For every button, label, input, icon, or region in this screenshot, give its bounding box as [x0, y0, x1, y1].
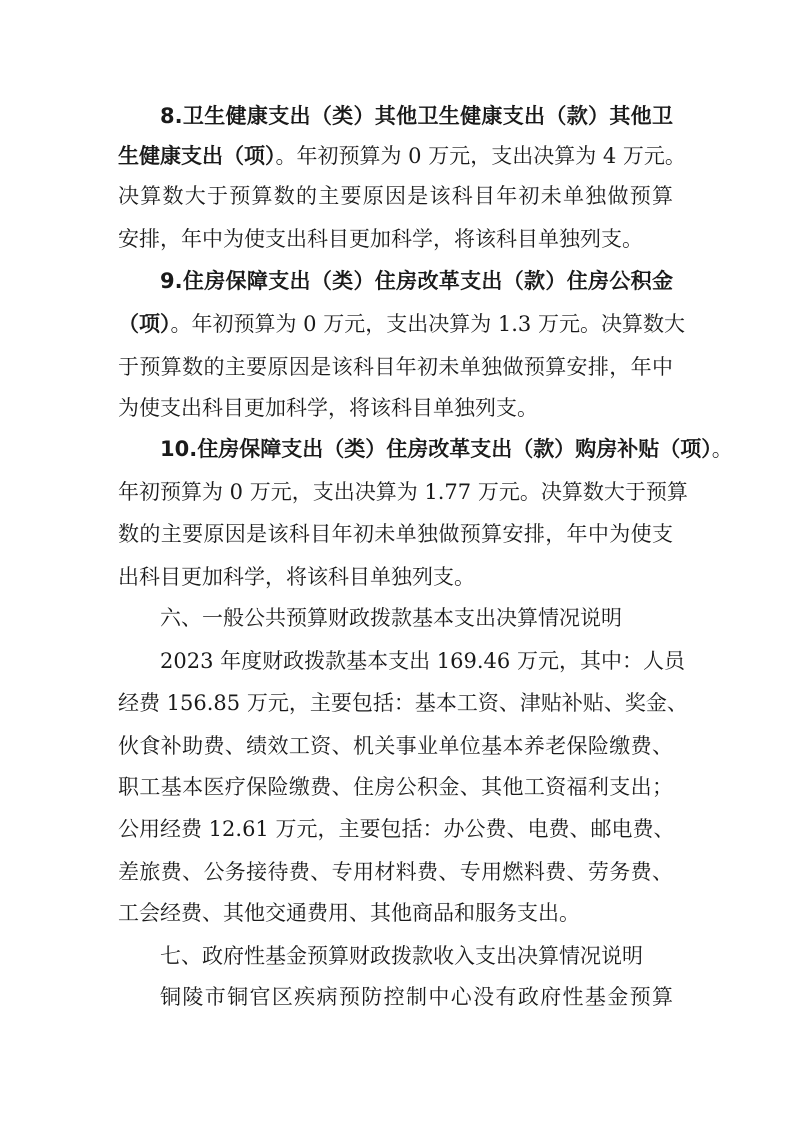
section-6-line-7: 工会经费、其他交通费用、其他商品和服务支出。: [118, 901, 580, 925]
item-8-text-3: 决算数大于预算数的主要原因是该科目年初未单独做预算: [118, 184, 673, 208]
item-10-text-2: 年初预算为 0 万元，支出决算为 1.77 万元。决算数大于预算: [118, 480, 688, 504]
item-8-line-1: [160, 101, 673, 131]
item-10-line-1: [160, 434, 733, 464]
item-8-line-2: [118, 141, 686, 171]
item-9-title: 9.住房保障支出（类）住房改革支出（款）住房公积金: [160, 269, 673, 293]
section-6-line-3: 伙食补助费、绩效工资、机关事业单位基本养老保险缴费、: [118, 734, 673, 758]
item-9-line-2: [118, 309, 685, 339]
item-9-text-4: 为使支出科目更加科学，将该科目单独列支。: [118, 396, 538, 420]
item-10-line-4: [118, 562, 475, 592]
item-10-line-3: [118, 519, 673, 549]
item-10-text: 。: [711, 437, 733, 461]
section-6-line-4: 职工基本医疗保险缴费、住房公积金、其他工资福利支出；: [118, 775, 673, 799]
item-9-line-1: [160, 266, 673, 296]
item-9-line-4: [118, 393, 538, 423]
section-7-heading: 七、政府性基金预算财政拨款收入支出决算情况说明: [160, 944, 643, 968]
section-6-line-6: 差旅费、公务接待费、专用材料费、专用燃料费、劳务费、: [118, 860, 673, 884]
item-8-line-4: [118, 224, 643, 254]
item-9-line-3: [118, 352, 673, 382]
item-8-line-3: [118, 181, 673, 211]
item-10-line-2: [118, 477, 688, 507]
item-9-text-3: 于预算数的主要原因是该科目年初未单独做预算安排，年中: [118, 355, 673, 379]
item-9-title-cont: （项）: [118, 312, 171, 336]
section-6-line-2: 经费 156.85 万元，主要包括：基本工资、津贴补贴、奖金、: [118, 691, 688, 715]
item-10-title: 10.住房保障支出（类）住房改革支出（款）购房补贴（项）: [160, 437, 712, 461]
section-6-line-5: 公用经费 12.61 万元，主要包括：办公费、电费、邮电费、: [118, 817, 675, 841]
item-8-title-cont: 生健康支出（项）: [118, 144, 276, 168]
item-10-text-3: 数的主要原因是该科目年初未单独做预算安排，年中为使支: [118, 522, 673, 546]
item-9-text: 。年初预算为 0 万元，支出决算为 1.3 万元。决算数大: [170, 312, 685, 336]
item-8-text: 。年初预算为 0 万元，支出决算为 4 万元。: [275, 144, 686, 168]
section-6-line-1: 2023 年度财政拨款基本支出 169.46 万元，其中：人员: [160, 649, 685, 673]
section-7-line-1: 铜陵市铜官区疾病预防控制中心没有政府性基金预算: [160, 985, 673, 1009]
item-8-title: 8.卫生健康支出（类）其他卫生健康支出（款）其他卫: [160, 104, 673, 128]
item-10-text-4: 出科目更加科学，将该科目单独列支。: [118, 565, 475, 589]
section-6-heading: 六、一般公共预算财政拨款基本支出决算情况说明: [160, 606, 622, 630]
item-8-text-4: 安排，年中为使支出科目更加科学，将该科目单独列支。: [118, 227, 643, 251]
